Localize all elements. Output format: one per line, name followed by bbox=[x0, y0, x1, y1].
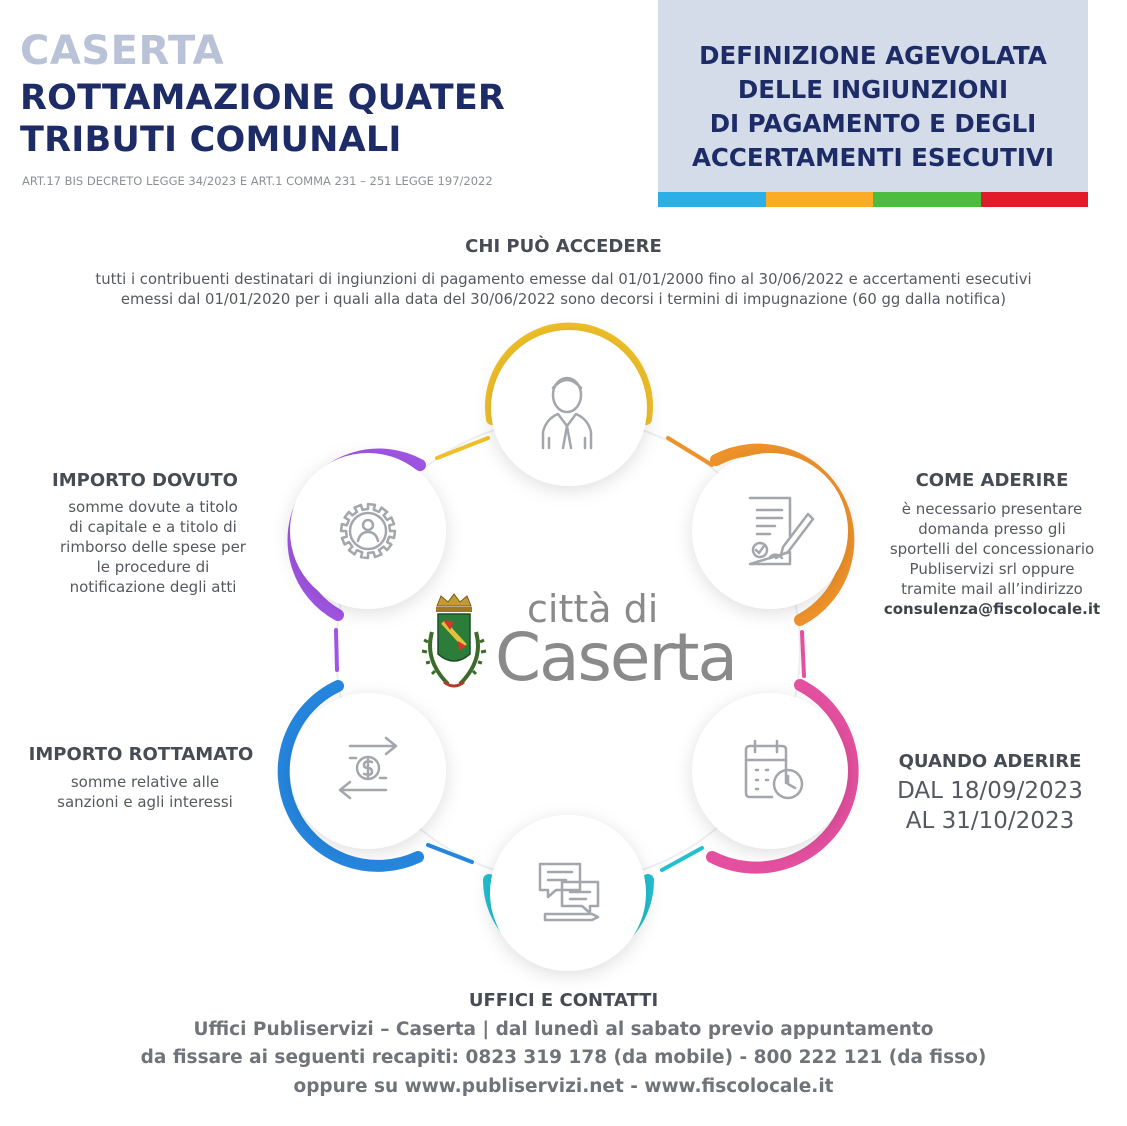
connector-left bbox=[336, 630, 337, 670]
definition-line-2: DELLE INGIUNZIONI bbox=[737, 75, 1009, 104]
definition-line-4: ACCERTAMENTI ESECUTIVI bbox=[691, 143, 1055, 172]
node-right-top bbox=[692, 453, 848, 609]
come-aderire-text bbox=[862, 499, 1122, 619]
node-top bbox=[491, 330, 647, 486]
quando-aderire-heading: QUANDO ADERIRE bbox=[898, 751, 1082, 772]
come-aderire-heading: COME ADERIRE bbox=[915, 470, 1069, 491]
logo-line-1: città di bbox=[527, 587, 659, 631]
city-name: CASERTA bbox=[20, 28, 225, 74]
uffici-line-1: Uffici Publiservizi – Caserta | dal lunedì al sabato previo appuntamento bbox=[193, 1019, 934, 1040]
email-link[interactable]: consulenza@fiscolocale.it bbox=[883, 600, 1101, 618]
title-line-2: TRIBUTI COMUNALI bbox=[20, 120, 402, 160]
gear-person-icon bbox=[341, 504, 395, 558]
imp-line-2: di capitale e a titolo di bbox=[69, 518, 237, 536]
connector-right bbox=[802, 632, 804, 676]
uffici-line-3[interactable]: oppure su www.publiservizi.net - www.fiscolocale.it bbox=[293, 1076, 834, 1097]
importo-dovuto-heading: IMPORTO DOVUTO bbox=[52, 470, 238, 491]
node-right-bottom bbox=[692, 693, 848, 849]
imp-line-3: rimborso delle spese per bbox=[60, 538, 246, 556]
imp-line-1: somme dovute a titolo bbox=[68, 498, 238, 516]
importo-dovuto-text bbox=[28, 497, 278, 597]
logo-line-2: Caserta bbox=[495, 619, 736, 696]
rott-line-1: somme relative alle bbox=[70, 773, 220, 791]
connector-top-right bbox=[668, 438, 712, 465]
chi-puo-accedere-heading: CHI PUÒ ACCEDERE bbox=[465, 236, 662, 257]
definition-line-1: DEFINIZIONE AGEVOLATA bbox=[699, 41, 1047, 70]
come-line-4: Publiservizi srl oppure bbox=[909, 560, 1075, 578]
legal-reference: ART.17 BIS DECRETO LEGGE 34/2023 E ART.1 COMMA 231 – 251 LEGGE 197/2022 bbox=[22, 174, 493, 188]
connector-bottom-left bbox=[428, 845, 472, 862]
title-line-1: ROTTAMAZIONE QUATER bbox=[20, 78, 506, 118]
come-line-1: è necessario presentare bbox=[901, 500, 1083, 518]
uffici-line-2: da fissare ai seguenti recapiti: 0823 319 178 (da mobile) - 800 222 121 (da fisso) bbox=[140, 1047, 987, 1068]
node-bottom bbox=[490, 815, 646, 971]
chi-line-2: emessi dal 01/01/2020 per i quali alla data del 30/06/2022 sono decorsi i termini di impugnazione (60 gg dalla notifica) bbox=[120, 291, 1007, 308]
come-line-2: domanda presso gli bbox=[918, 520, 1066, 538]
imp-line-4: le procedure di bbox=[96, 558, 210, 576]
imp-line-5: notificazione degli atti bbox=[69, 578, 237, 596]
date-to: AL 31/10/2023 bbox=[905, 808, 1075, 834]
chi-line-1: tutti i contribuenti destinatari di ingiunzioni di pagamento emesse dal 01/01/2000 fino al 30/06/2022 e accertamenti esecutivi bbox=[95, 271, 1032, 288]
definition-line-3: DI PAGAMENTO E DEGLI bbox=[709, 109, 1037, 138]
coat-of-arms-logo bbox=[422, 594, 486, 686]
rott-line-2: sanzioni e agli interessi bbox=[57, 793, 233, 811]
uffici-heading: UFFICI E CONTATTI bbox=[468, 990, 659, 1011]
importo-rottamato-heading: IMPORTO ROTTAMATO bbox=[28, 744, 254, 765]
come-line-5: tramite mail all’indirizzo bbox=[901, 580, 1083, 598]
connector-top-left bbox=[437, 438, 488, 458]
date-from: DAL 18/09/2023 bbox=[897, 778, 1083, 804]
importo-rottamato-text bbox=[20, 772, 270, 812]
come-line-3: sportelli del concessionario bbox=[889, 540, 1095, 558]
